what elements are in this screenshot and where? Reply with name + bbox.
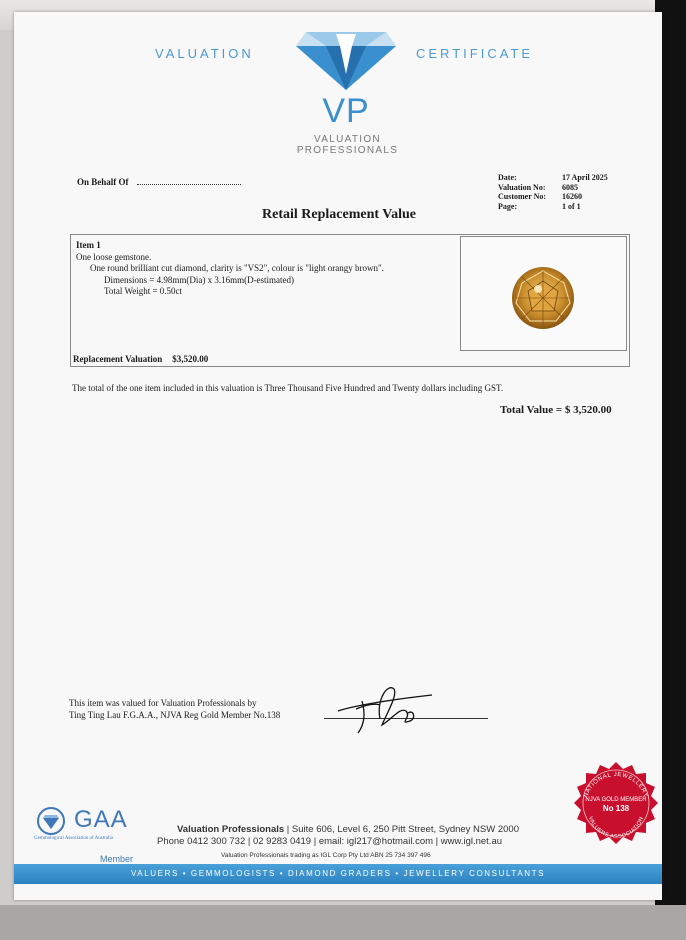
logo-subtitle-line2: PROFESSIONALS	[296, 145, 399, 156]
header-right-word: CERTIFICATE	[416, 46, 534, 61]
meta-customer-row	[498, 192, 608, 202]
footer-address: | Suite 606, Level 6, 250 Pitt Street, Sydney NSW 2000	[284, 824, 519, 835]
item-line1: One loose gemstone.	[76, 251, 152, 262]
footer-contact: Phone 0412 300 732 | 02 9283 0419 | email: igl217@hotmail.com | www.igl.net.au	[157, 836, 503, 847]
valued-by-line2: Ting Ting Lau F.G.A.A., NJVA Reg Gold Member No.138	[69, 710, 281, 720]
date-label: Date:	[498, 173, 517, 182]
replacement-value: $3,520.00	[172, 354, 209, 364]
gaa-org-name: Gemmological Association of Australia	[34, 836, 114, 841]
valuation-no-label: Valuation No:	[498, 182, 546, 192]
gaa-ring-icon	[34, 806, 68, 836]
diamond-logo-icon	[292, 30, 400, 92]
valuation-no-value: 6085	[562, 182, 578, 192]
meta-valuation-row	[498, 183, 608, 193]
replacement-valuation	[73, 354, 218, 364]
on-behalf-label: On Behalf Of	[77, 177, 129, 187]
page-value: 1 of 1	[562, 201, 581, 211]
diamond-photo-icon	[510, 265, 576, 331]
item-box	[70, 234, 630, 367]
item-line4: Total Weight = 0.50ct	[104, 286, 183, 296]
gaa-letters: GAA	[74, 806, 128, 833]
footer-address-line	[177, 824, 519, 835]
meta-page-row	[498, 202, 608, 212]
njva-seal-icon	[570, 760, 662, 852]
item-heading: Item 1	[76, 240, 101, 250]
gaa-member-label: Member	[100, 854, 134, 864]
gaa-logo	[34, 806, 144, 866]
meta-block	[498, 173, 608, 211]
certificate-sheet	[14, 12, 662, 900]
header-left-word: VALUATION	[155, 46, 254, 61]
page-label: Page:	[498, 201, 518, 211]
date-value: 17 April 2025	[562, 173, 608, 182]
total-sentence: The total of the one item included in this valuation is Three Thousand Five Hundred and Twenty dollars including GST.	[72, 383, 504, 393]
logo-letters: VP	[322, 92, 370, 130]
footer-company: Valuation Professionals	[177, 824, 285, 835]
seal-top-text: NATIONAL JEWELLERY	[583, 771, 649, 799]
signature-icon	[336, 679, 436, 735]
document-title: Retail Replacement Value	[262, 207, 416, 222]
meta-date-row	[498, 173, 608, 183]
replacement-label: Replacement Valuation	[73, 354, 163, 364]
on-behalf-blank	[137, 184, 241, 185]
seal-center-line1: NJVA GOLD MEMBER	[585, 797, 647, 803]
footer-banner: VALUERS • GEMMOLOGISTS • DIAMOND GRADERS • JEWELLERY CONSULTANTS	[14, 864, 662, 884]
backdrop-bottom	[0, 905, 686, 940]
footer-trading: Valuation Professionals trading as IGL Corp Pty Ltd ABN 25 734 397 496	[221, 852, 431, 859]
seal-center-line2: No 138	[602, 804, 630, 813]
item-line2: One round brilliant cut diamond, clarity is "VS2", colour is "light orangy brown".	[90, 263, 384, 273]
seal-bottom-text: VALUERS ASSOCIATION	[586, 815, 646, 841]
valued-by-line1: This item was valued for Valuation Professionals by	[69, 698, 257, 708]
item-line3: Dimensions = 4.98mm(Dia) x 3.16mm(D-estimated)	[104, 274, 295, 285]
total-value: Total Value = $ 3,520.00	[500, 404, 612, 416]
valued-by-text	[69, 697, 280, 721]
gem-photo-frame	[460, 236, 627, 351]
customer-no-label: Customer No:	[498, 192, 547, 202]
logo-subtitle-line1: VALUATION	[314, 134, 381, 145]
customer-no-value: 16260	[562, 192, 582, 202]
item-description	[76, 240, 384, 298]
